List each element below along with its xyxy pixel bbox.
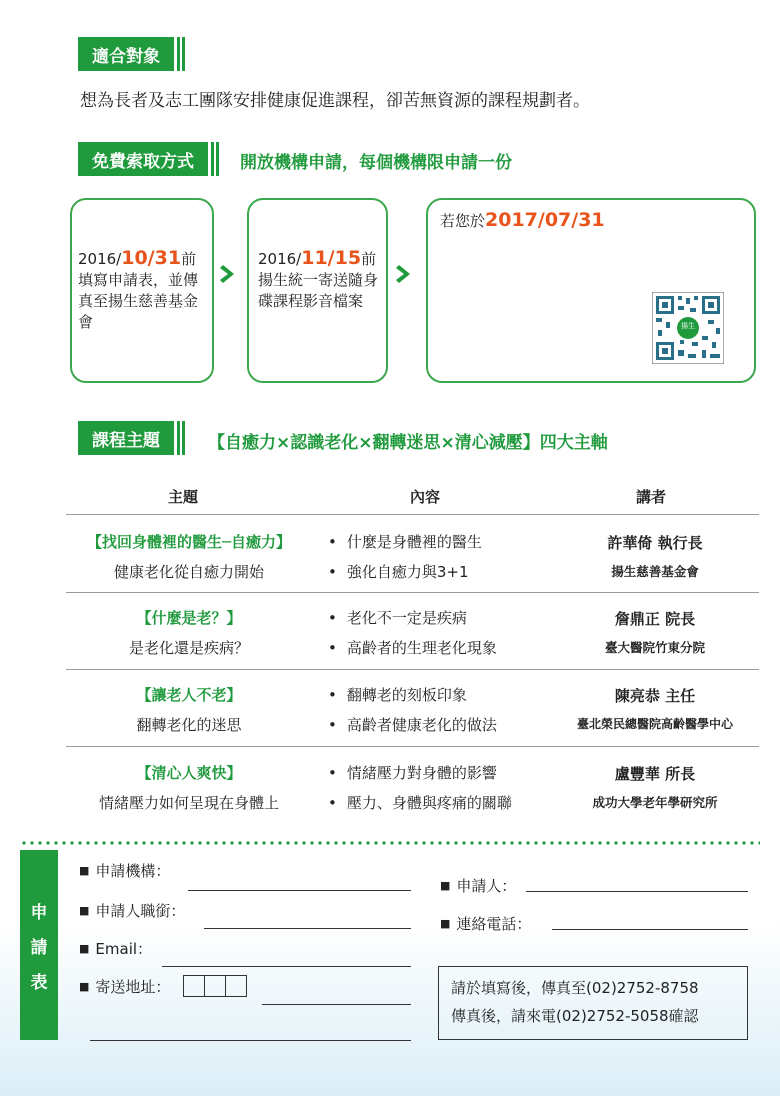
- topics-subtitle: 【自癒力×認識老化×翻轉迷思×清心減壓】四大主軸: [208, 433, 608, 453]
- phone-field-label: ■ 連絡電話：: [440, 913, 531, 934]
- row-3-content-2: • 高齡者健康老化的做法: [328, 714, 497, 735]
- zip-code-boxes[interactable]: [184, 975, 247, 997]
- fax-notice-line-1: 請於填寫後，傳真至(02)2752-8758: [451, 979, 699, 997]
- step-2-box: [247, 198, 388, 383]
- address-field-line-1[interactable]: [262, 1004, 411, 1005]
- row-4-content-1: • 情緒壓力對身體的影響: [328, 762, 497, 783]
- form-tab-char-2: 請: [30, 937, 48, 958]
- step-2-prefix: 2016/: [258, 250, 302, 268]
- chevron-right-icon: [218, 263, 240, 285]
- step-2-body: 揚生統一寄送隨身碟課程影音檔案: [258, 271, 379, 310]
- email-field-line[interactable]: [162, 966, 411, 967]
- step-1-box: [70, 198, 214, 383]
- dotted-divider: [20, 841, 760, 845]
- row-1-content-2: • 強化自癒力與3+1: [328, 561, 469, 582]
- row-3-content-1: • 翻轉老的刻板印象: [328, 684, 467, 705]
- step-1-suffix: 前: [181, 250, 197, 268]
- row-2-content-2: • 高齡者的生理老化現象: [328, 637, 497, 658]
- row-1-content-1: • 什麼是身體裡的醫生: [328, 531, 482, 552]
- col-header-content: 內容: [410, 488, 441, 506]
- form-tab-char-1: 申: [30, 902, 48, 923]
- row-4-content-2: • 壓力、身體與疼痛的關聯: [328, 792, 512, 813]
- fax-notice-line-2: 傳真後，請來電(02)2752-5058確認: [451, 1007, 699, 1025]
- org-field-label: ■ 申請機構：: [79, 860, 170, 881]
- topics-label: 課程主題: [78, 421, 174, 455]
- fax-notice-box: [438, 966, 748, 1040]
- row-4-org: 成功大學老年學研究所: [592, 795, 718, 810]
- row-2-title: 【什麼是老？】: [136, 609, 242, 627]
- audience-text: 想為長者及志工團隊安排健康促進課程，卻苦無資源的課程規劃者。: [80, 91, 590, 111]
- step-3-box: [426, 198, 756, 383]
- address-field-line-2[interactable]: [90, 1040, 411, 1041]
- row-4-title: 【清心人爽快】: [136, 764, 242, 782]
- form-side-tab: [20, 850, 58, 1040]
- address-field-label: ■ 寄送地址：: [79, 976, 170, 997]
- row-3-org: 臺北榮民總醫院高齡醫學中心: [576, 717, 733, 731]
- audience-heading: [78, 37, 185, 71]
- step-2-suffix: 前: [361, 250, 377, 268]
- chevron-right-icon: [394, 263, 416, 285]
- row-3-speaker: 陳亮恭 主任: [614, 687, 696, 705]
- row-2-speaker: 詹鼎正 院長: [614, 610, 696, 628]
- step-3-date: 2017/07/31: [485, 209, 605, 231]
- step-2-date: 11/15: [301, 247, 362, 269]
- phone-field-line[interactable]: [552, 929, 748, 930]
- col-header-topic: 主題: [168, 488, 199, 506]
- title-field-label: ■ 申請人職銜：: [79, 900, 185, 921]
- form-tab-char-3: 表: [30, 972, 48, 993]
- acquire-subtitle: 開放機構申請，每個機構限申請一份: [240, 153, 512, 173]
- qr-label: 揚生: [681, 322, 695, 330]
- row-3-sub: 翻轉老化的迷思: [136, 716, 242, 734]
- step-1-body: 填寫申請表，並傳真至揚生慈善基金會: [78, 271, 199, 331]
- row-4-speaker: 盧豐華 所長: [614, 765, 696, 783]
- topics-heading: [78, 421, 185, 455]
- acquire-label: 免費索取方式: [78, 142, 208, 176]
- step-1-date: 10/31: [121, 247, 182, 269]
- row-1-sub: 健康老化從自癒力開始: [113, 563, 264, 581]
- acquire-heading: [78, 142, 219, 176]
- col-header-speaker: 講者: [636, 488, 667, 506]
- title-field-line[interactable]: [204, 928, 411, 929]
- row-1-title: 【找回身體裡的醫生─自癒力】: [86, 533, 292, 551]
- row-2-sub: 是老化還是疾病？: [128, 639, 249, 657]
- org-field-line[interactable]: [188, 890, 411, 891]
- applicant-field-line[interactable]: [526, 891, 748, 892]
- row-3-title: 【讓老人不老】: [136, 686, 242, 704]
- step-3-lead: 若您於: [440, 212, 486, 230]
- row-1-speaker: 許華倚 執行長: [607, 534, 703, 552]
- audience-label: 適合對象: [78, 37, 174, 71]
- email-field-label: ■ Email：: [79, 938, 152, 959]
- row-1-org: 揚生慈善基金會: [611, 564, 699, 579]
- row-2-org: 臺大醫院竹東分院: [604, 640, 705, 655]
- step-1-prefix: 2016/: [78, 250, 122, 268]
- row-4-sub: 情緒壓力如何呈現在身體上: [98, 794, 279, 812]
- applicant-field-label: ■ 申請人：: [440, 875, 516, 896]
- row-2-content-1: • 老化不一定是疾病: [328, 607, 467, 628]
